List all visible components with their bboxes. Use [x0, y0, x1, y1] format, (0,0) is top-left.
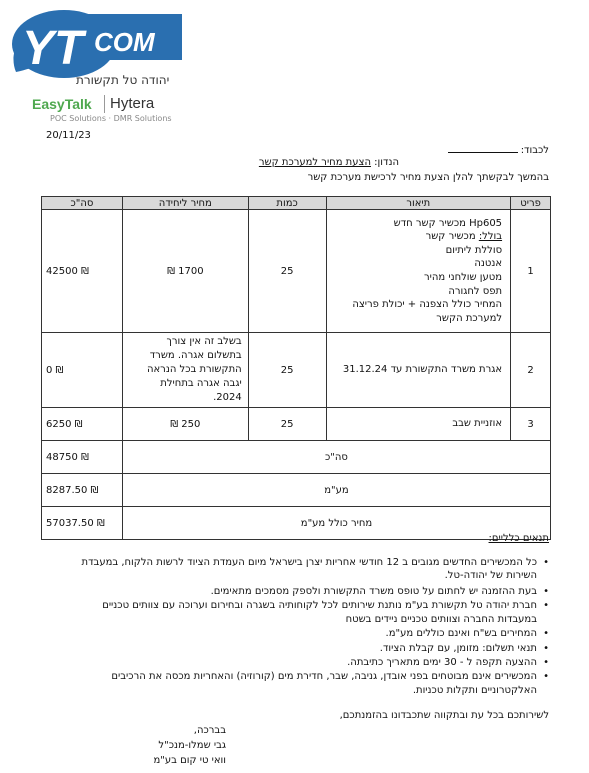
terms-title: תנאים כלליים: — [488, 533, 549, 544]
row-total: 6250 ₪ — [42, 408, 123, 441]
svg-text:COM: COM — [94, 27, 155, 57]
summary-row-subtotal — [42, 441, 551, 474]
signature-block — [116, 723, 226, 768]
table-row — [42, 333, 551, 408]
table-row — [42, 408, 551, 441]
signer-company: וואי טי קום בע"מ — [153, 755, 226, 766]
list-item: • בעת ההזמנה יש לחתום על טופס משרד התקשורת ולספק מסמכים מתאימים. — [79, 585, 549, 598]
row-description: אוזניית שבב — [326, 408, 511, 441]
row-unit-price: 250 ₪ — [122, 408, 248, 441]
summary-row-grand-total — [42, 507, 551, 540]
row-quantity: 25 — [248, 210, 326, 333]
summary-value: 8287.50 ₪ — [42, 474, 123, 507]
list-item: • המכשירים אינם מבוטחים בפני אובדן, גניבה, שבר, חדירת מים (קורוזיה) והאחריות מכסה את הרכיבים האלקטרוניים ותקלות טכניות. — [79, 670, 549, 697]
desc-line: למערכת הקשר — [436, 312, 503, 324]
terms-list — [79, 556, 549, 698]
partner-divider — [104, 95, 105, 113]
hytera-logo: Hytera — [110, 95, 155, 112]
desc-line: מטען שולחני מהיר — [423, 272, 503, 283]
table-header-row — [42, 197, 551, 210]
signer-name: גבי שמלו-מנכ"ל — [158, 740, 226, 751]
summary-value: 57037.50 ₪ — [42, 507, 123, 540]
row-total: 0 ₪ — [42, 333, 123, 408]
partner-logos — [32, 94, 182, 116]
intro-text: בהמשך לבקשתך להלן הצעת מחיר לרכישת מערכת קשר — [307, 172, 549, 183]
header-unit-price: מחיר ליחידה — [122, 197, 248, 210]
subject-text: הצעת מחיר למערכת קשר — [258, 157, 371, 168]
to-label: לכבוד: — [520, 145, 549, 156]
row-unit-price: 1700 ₪ — [122, 210, 248, 333]
list-item: • חברת יהודה טל תקשורת בע"מ נותנת שירותים לכל לקוחותיה בשגרה ובחירום וערוכה עם צוותים טכניים במעבדות החברה וצוותים טכניים ניידים בשטח — [79, 599, 549, 626]
desc-line: בולל: מכשיר קשר — [425, 231, 503, 243]
document-date: 20/11/23 — [46, 130, 91, 141]
row-description — [326, 210, 511, 333]
includes-label: בולל: — [478, 231, 503, 243]
subject-label: הנדון: — [374, 157, 399, 168]
summary-label: מע"מ — [122, 474, 550, 507]
summary-label: סה"כ — [122, 441, 550, 474]
row-number: 2 — [511, 333, 551, 408]
table-row — [42, 210, 551, 333]
closing-text: לשירותכם בכל עת ובתקווה שתכבדונו בהזמנתכם, — [339, 710, 549, 721]
list-item: • כל המכשירים החדשים מגובים ב 12 חודשי אחריות יצרן בישראל מיום העמדת הציוד לרשות הלקוח, במעבדת השירות של יהודה-טל. — [79, 556, 549, 584]
row-unit-price-note: בשלב זה אין צורך בתשלום אגרה. משרד התקשורת בכל הנראה יגבה אגרה בתחילת 2024. — [122, 333, 248, 408]
company-name-hebrew: יהודה טל תקשורת — [76, 73, 170, 87]
desc-line: המחיר כולל הצפנה + יכולת פריצה — [352, 299, 503, 311]
row-number: 1 — [511, 210, 551, 333]
svg-text:YT: YT — [22, 22, 84, 75]
desc-line: אנטנה — [474, 258, 503, 270]
easytalk-logo: EasyTalk — [32, 96, 92, 112]
row-number: 3 — [511, 408, 551, 441]
row-description: אגרת משרד התקשורת עד 31.12.24 — [326, 333, 511, 408]
summary-value: 48750 ₪ — [42, 441, 123, 474]
header-total: סה"כ — [42, 197, 123, 210]
regards: בברכה, — [193, 725, 226, 736]
summary-label: מחיר כולל מע"מ — [122, 507, 550, 540]
recipient-line — [448, 143, 550, 156]
subject-line — [259, 157, 399, 168]
row-quantity: 25 — [248, 333, 326, 408]
summary-row-vat — [42, 474, 551, 507]
header-description: תיאור — [326, 197, 511, 210]
desc-line: תפס לחגורה — [448, 285, 503, 297]
header-quantity: כמות — [248, 197, 326, 210]
row-total: 42500 ₪ — [42, 210, 123, 333]
desc-line: סוללת ליתיום — [445, 244, 503, 256]
list-item: • המחירים בש"ח ואינם כוללים מע"מ. — [79, 627, 549, 640]
quote-table — [41, 196, 551, 540]
list-item: • תנאי תשלום: מזומן, עם קבלת הציוד. — [79, 642, 549, 655]
partner-tagline: POC Solutions · DMR Solutions — [50, 114, 172, 123]
desc-line: Hp605 מכשיר קשר חדש — [393, 217, 503, 229]
row-quantity: 25 — [248, 408, 326, 441]
list-item: • ההצעה תקפה ל - 30 ימים מתאריך כתיבתה. — [79, 656, 549, 669]
header-item: פריט — [511, 197, 551, 210]
recipient-blank — [448, 143, 518, 153]
